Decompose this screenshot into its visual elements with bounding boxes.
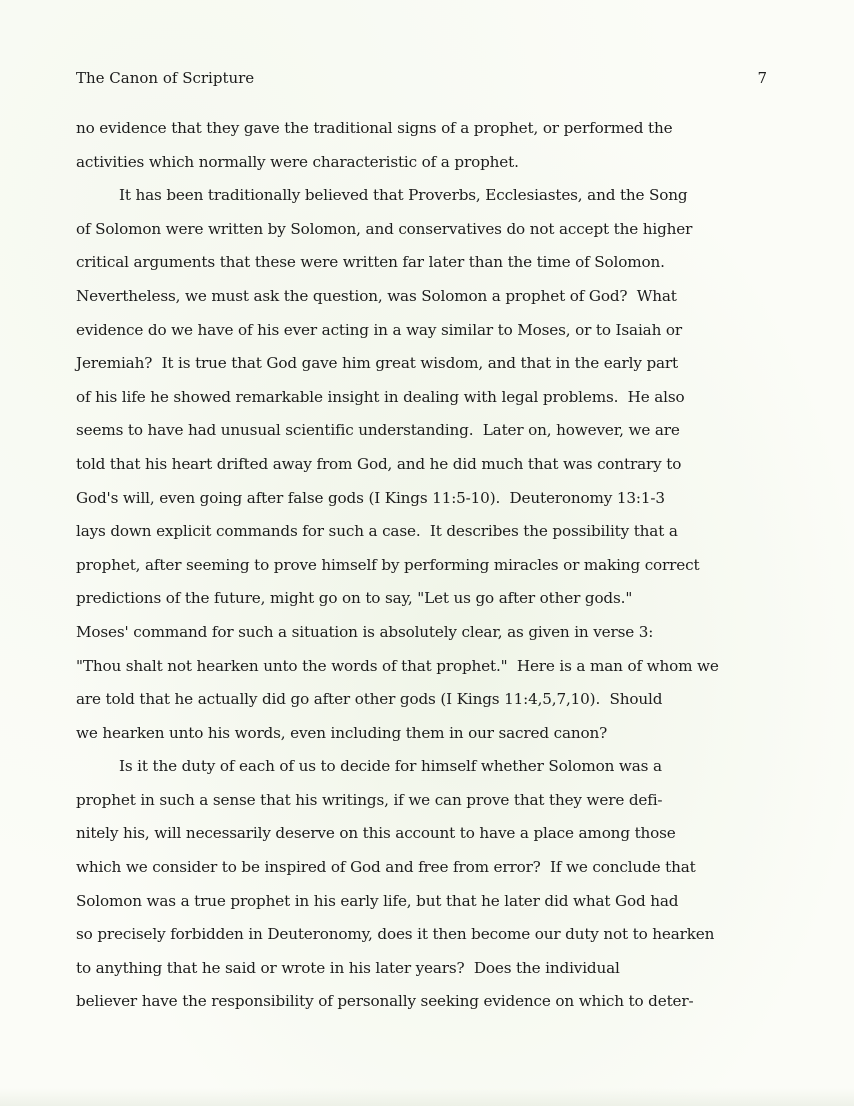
text-line: Is it the duty of each of us to decide for himself whether Solomon was a <box>119 757 662 776</box>
text-line: prophet in such a sense that his writings, if we can prove that they were defi- <box>76 790 663 809</box>
text-line: "Thou shalt not hearken unto the words of that prophet." Here is a man of whom we <box>76 656 719 675</box>
text-line: It has been traditionally believed that Proverbs, Ecclesiastes, and the Song <box>119 186 688 205</box>
body-text <box>76 116 776 1023</box>
text-line: we hearken unto his words, even including them in our sacred canon? <box>76 723 608 742</box>
running-title: The Canon of Scripture <box>76 69 255 87</box>
text-line: no evidence that they gave the traditional signs of a prophet, or performed the <box>76 119 673 137</box>
text-line: evidence do we have of his ever acting in a way similar to Moses, or to Isaiah or <box>76 320 682 339</box>
scan-bottom-edge <box>0 1088 854 1106</box>
text-line: Moses' command for such a situation is absolutely clear, as given in verse 3: <box>76 622 654 641</box>
page-number: 7 <box>757 69 767 87</box>
text-line: predictions of the future, might go on to say, "Let us go after other gods." <box>76 589 633 608</box>
paragraph-2 <box>76 183 776 754</box>
text-line: so precisely forbidden in Deuteronomy, does it then become our duty not to hearken <box>76 925 715 944</box>
text-line: critical arguments that these were written far later than the time of Solomon. <box>76 253 665 272</box>
paragraph-1 <box>76 116 776 183</box>
text-line: Nevertheless, we must ask the question, was Solomon a prophet of God? What <box>76 286 677 305</box>
text-line: told that his heart drifted away from God, and he did much that was contrary to <box>76 454 682 473</box>
text-line: Solomon was a true prophet in his early life, but that he later did what God had <box>76 891 679 910</box>
text-line: lays down explicit commands for such a case. It describes the possibility that a <box>76 522 678 541</box>
text-line: are told that he actually did go after other gods (I Kings 11:4,5,7,10). Should <box>76 690 663 709</box>
text-line: to anything that he said or wrote in his later years? Does the individual <box>76 958 620 977</box>
text-line: prophet, after seeming to prove himself by performing miracles or making correct <box>76 555 700 574</box>
text-line: activities which normally were characteristic of a prophet. <box>76 152 519 171</box>
text-line: of Solomon were written by Solomon, and conservatives do not accept the higher <box>76 219 693 238</box>
page-header <box>76 68 770 88</box>
text-line: God's will, even going after false gods (I Kings 11:5-10). Deuteronomy 13:1-3 <box>76 488 665 507</box>
text-line: Jeremiah? It is true that God gave him great wisdom, and that in the early part <box>76 354 678 373</box>
text-line: of his life he showed remarkable insight in dealing with legal problems. He also <box>76 387 685 406</box>
text-line: nitely his, will necessarily deserve on this account to have a place among those <box>76 824 676 843</box>
text-line: which we consider to be inspired of God and free from error? If we conclude that <box>76 858 696 877</box>
text-line: seems to have had unusual scientific understanding. Later on, however, we are <box>76 421 680 440</box>
paragraph-3 <box>76 754 776 1023</box>
text-line: believer have the responsibility of personally seeking evidence on which to deter- <box>76 992 694 1011</box>
